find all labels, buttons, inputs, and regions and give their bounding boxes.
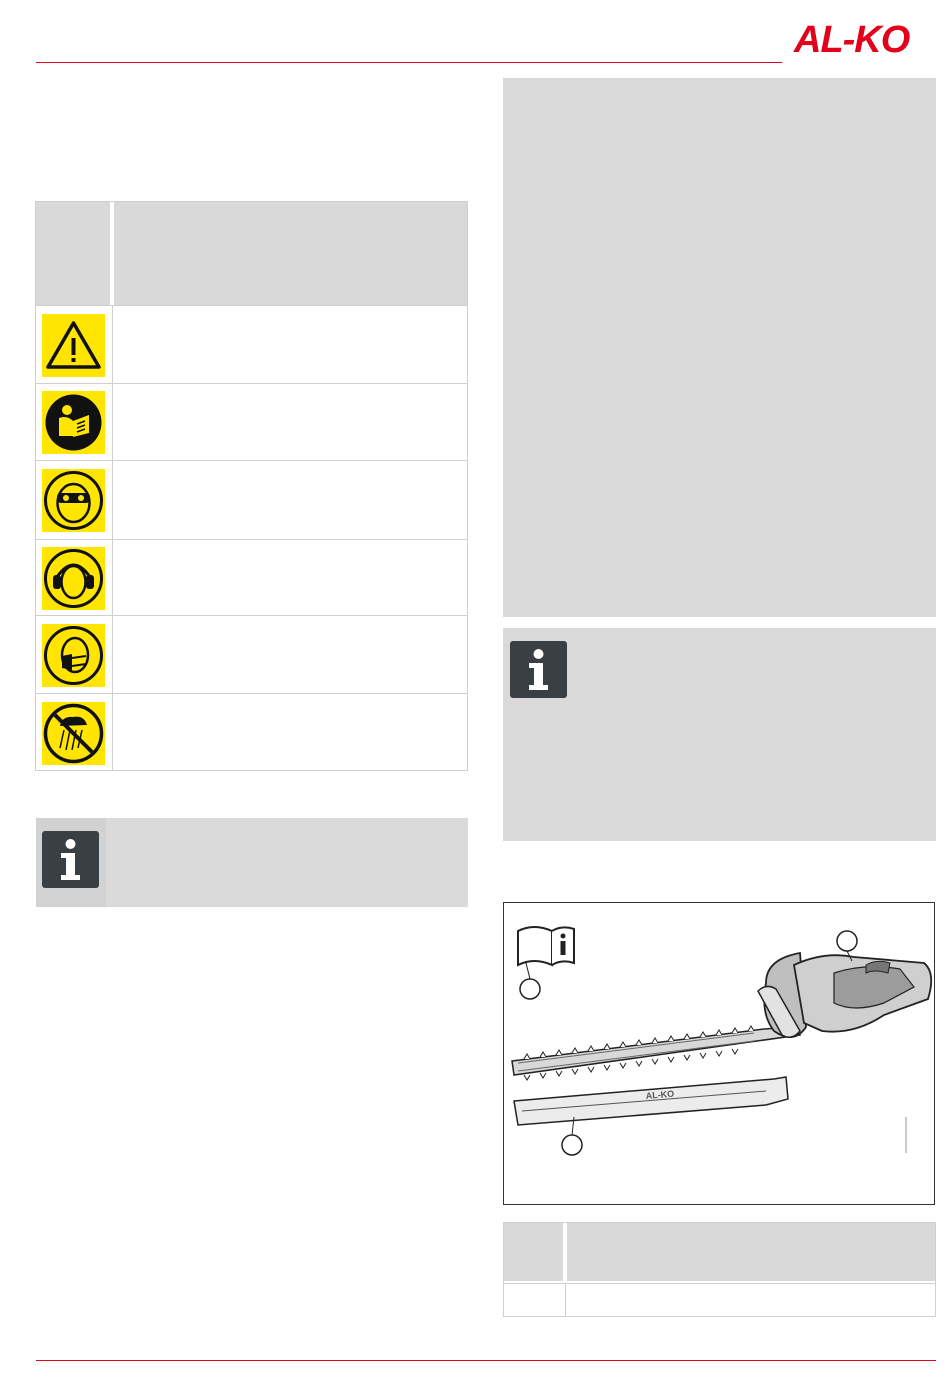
header-cell-number [504, 1223, 563, 1281]
manual-book-icon [518, 927, 574, 965]
header-cell-symbol [36, 202, 110, 305]
table-row [36, 305, 467, 384]
callout-3 [562, 1135, 582, 1155]
callout-1 [520, 979, 540, 999]
table-row [36, 539, 467, 616]
product-figure [503, 902, 935, 1205]
eye-protection-icon [42, 469, 105, 532]
info-icon [510, 641, 567, 698]
header-rule [36, 62, 782, 63]
blade-bar [512, 1027, 800, 1075]
warning-triangle-icon [42, 314, 105, 377]
hearing-protection-icon [42, 547, 105, 610]
respiratory-protection-icon [42, 624, 105, 687]
header-cell-meaning [114, 202, 467, 305]
info-note-box [36, 818, 468, 907]
table-header [36, 202, 467, 305]
parts-table [503, 1222, 936, 1317]
no-rain-icon [42, 702, 105, 765]
read-manual-icon [42, 391, 105, 454]
table-row [36, 383, 467, 461]
callout-2 [837, 931, 857, 951]
brand-logo: AL-KO [794, 19, 910, 61]
svg-text:AL-KO: AL-KO [645, 1088, 675, 1101]
motor-housing [758, 953, 931, 1037]
info-icon [42, 831, 99, 888]
footer-rule [36, 1360, 936, 1361]
table-row [36, 615, 467, 694]
header-cell-designation [567, 1223, 935, 1281]
table-row [36, 460, 467, 540]
table-row [36, 693, 467, 771]
info-note-box-right [503, 628, 936, 841]
safety-symbol-table [35, 201, 468, 771]
grey-content-panel [503, 78, 936, 617]
blade-guard [514, 1077, 788, 1125]
